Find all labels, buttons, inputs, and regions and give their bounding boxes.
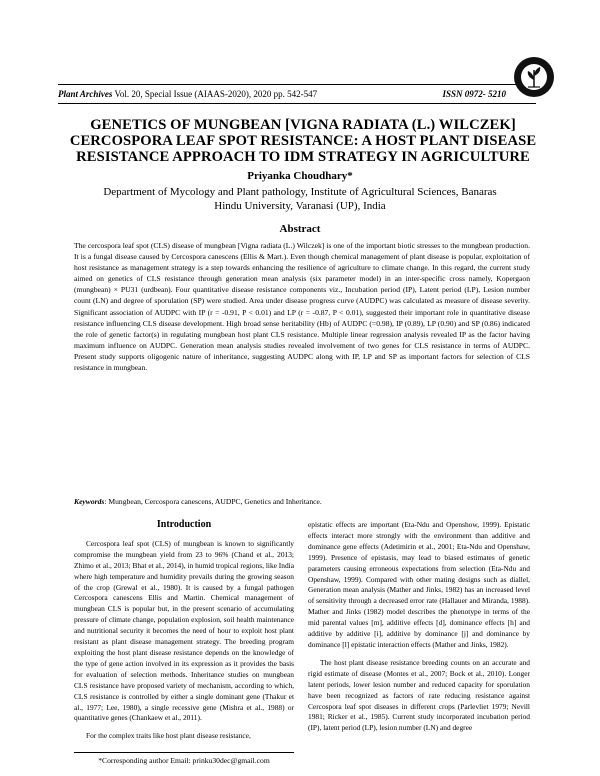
column-right [308, 520, 530, 734]
plant-archives-logo [513, 56, 555, 98]
author-affiliation: Department of Mycology and Plant pathology, Institute of Agricultural Sciences, Banaras Hindu University, Varanasi (UP), India [103, 186, 497, 212]
column-left [74, 520, 294, 742]
corresponding-author-footnote: *Corresponding author Email: prinku30dec@gmail.com [74, 752, 294, 765]
author-name: Priyanka Choudhary* [247, 170, 353, 182]
intro-paragraph: Cercospora leaf spot (CLS) of mungbean is known to significantly compromise the mungbean yield from 23 to 96% (Chand et al., 2013; Zhimo et al., 2013; Bhat et al., 2014), in humid tropical regions, like India where high temperature and humidity prevails during the growing season of the crop (Grewal et al., 1980). It is caused by a fungal pathogen Cercospora canescens Ellis and Martin. Chemical management of mungbean CLS is popular but, in the present scenario of accumulating pressure of climate change, population explosion, soil health maintenance and nutritional security it becomes the need of hour to exploit host plant resistant as plant disease management strategy. The breeding program exploiting the host plant disease resistance depends on the knowledge of the type of gene action involved in its expression as it provides the basis for evaluation of selection methods. Inheritance studies on mungbean CLS resistance have proposed variety of mechanism, according to which, CLS resistance is controlled by either a single dominant gene (Thakur et al., 1977; Lee, 1980), a single recessive gene (Mishra et al., 1988) or quantitative genes (Chankaew et al., 2011). [74, 538, 294, 723]
introduction-heading: Introduction [156, 519, 212, 530]
body-paragraph: epistatic effects are important (Eta-Ndu and Openshow, 1999). Epistatic effects interact more strongly with the environment than additive and dominance gene effects (Adetimirin et al., 2001; Eta-Ndu and Openshaw, 1999). Presence of epistasis, may lead to biased estimates of genetic parameters causing erroneous expectations from selection (Eta-Ndu and Openshaw, 1999). Compared with other mating designs such as diallel, Generation mean analysis (Mather and Jinks, 1982) has an increased level of sensitivity through a decreased error rate (Hallauer and Miranda, 1988). Mather and Jinks (1982) model describes the phenotype in terms of the mid parental values [m], additive effects [d], dominance effects [h] and additive by additive [i], additive by dominance [j] and dominance by dominance [l] epistatic interaction effects (Mather and Jinks, 1982). [308, 520, 530, 649]
journal-details: Vol. 20, Special Issue (AIAAS-2020), 2020 pp. 542-547 [112, 89, 318, 99]
journal-citation [58, 89, 317, 99]
body-paragraph: The host plant disease resistance breeding counts on an accurate and rigid estimate of disease (Montes et al., 2007; Bock et al., 2010). Longer latent periods, lower lesion number and reduced capacity for sporulation have been recognized as factors of rate reducing resistance against Cercospora leaf spot diseases in different crops (Parlevliet 1979; Nevill 1981; Ricker et al., 1985). Current study incorporated incubation period (IP), latent period (LP), lesion number (LN) and degree [308, 657, 530, 733]
journal-name: Plant Archives [58, 89, 113, 99]
keywords [74, 497, 530, 506]
paper-title: GENETICS OF MUNGBEAN [VIGNA RADIATA (L.) WILCZEK] CERCOSPORA LEAF SPOT RESISTANCE: A HOST PLANT DISEASE RESISTANCE APPROACH TO IDM STRATEGY IN AGRICULTURE [69, 117, 537, 165]
abstract-text: The cercospora leaf spot (CLS) disease of mungbean [Vigna radiata (L.) Wilczek] is one of the important biotic stresses to the mungbean production. It is a fungal disease caused by Cercospora canescens (Ellis & Mart.). Even though chemical management of plant disease is popular, exploitation of host resistance as management strategy is a step towards enhancing the resilience of agriculture to climate change. In this regard, the current study aimed on genetics of CLS resistance through generation mean analysis (six parameter model) in an inter-specific cross namely, Kopergaon (mungbean) × PU31 (urdbean). Four quantitative disease resistance components viz., Incubation period (IP), Latent period (LP), Lesion number count (LN) and degree of sporulation (SP) were studied. Area under disease progress curve (AUDPC) was calculated as measure of disease severity. Significant association of AUDPC with IP (r = -0.91, P < 0.01) and LP (r = -0.87, P < 0.01), suggested their important role in quantitative disease resistance influencing CLS disease development. High broad sense heritability (Hb) of AUDPC (=0.98), IP (0.89), LP (0.90) and SP (0.86) indicated the role of genetic factor(s) in regulating mungbean host plant CLS resistance. Multiple linear regression analysis revealed IP as the factor having maximum influence on AUDPC. Generation mean analysis studies revealed involvement of two genes for CLS resistance in terms of AUDPC. Present study supports oligogenic nature of inheritance, suggesting AUDPC along with IP, LP and SP as important factors for selection of CLS resistance in mungbean. [74, 241, 530, 373]
abstract-heading: Abstract [279, 223, 321, 235]
keywords-label: Keywords [74, 497, 105, 506]
intro-paragraph: For the complex traits like host plant disease resistance, [86, 731, 251, 741]
journal-header [58, 84, 536, 104]
keywords-list: : Mungbean, Cercospora canescens, AUDPC, Genetics and Inheritance. [104, 497, 322, 506]
issn: ISSN 0972- 5210 [442, 89, 506, 99]
